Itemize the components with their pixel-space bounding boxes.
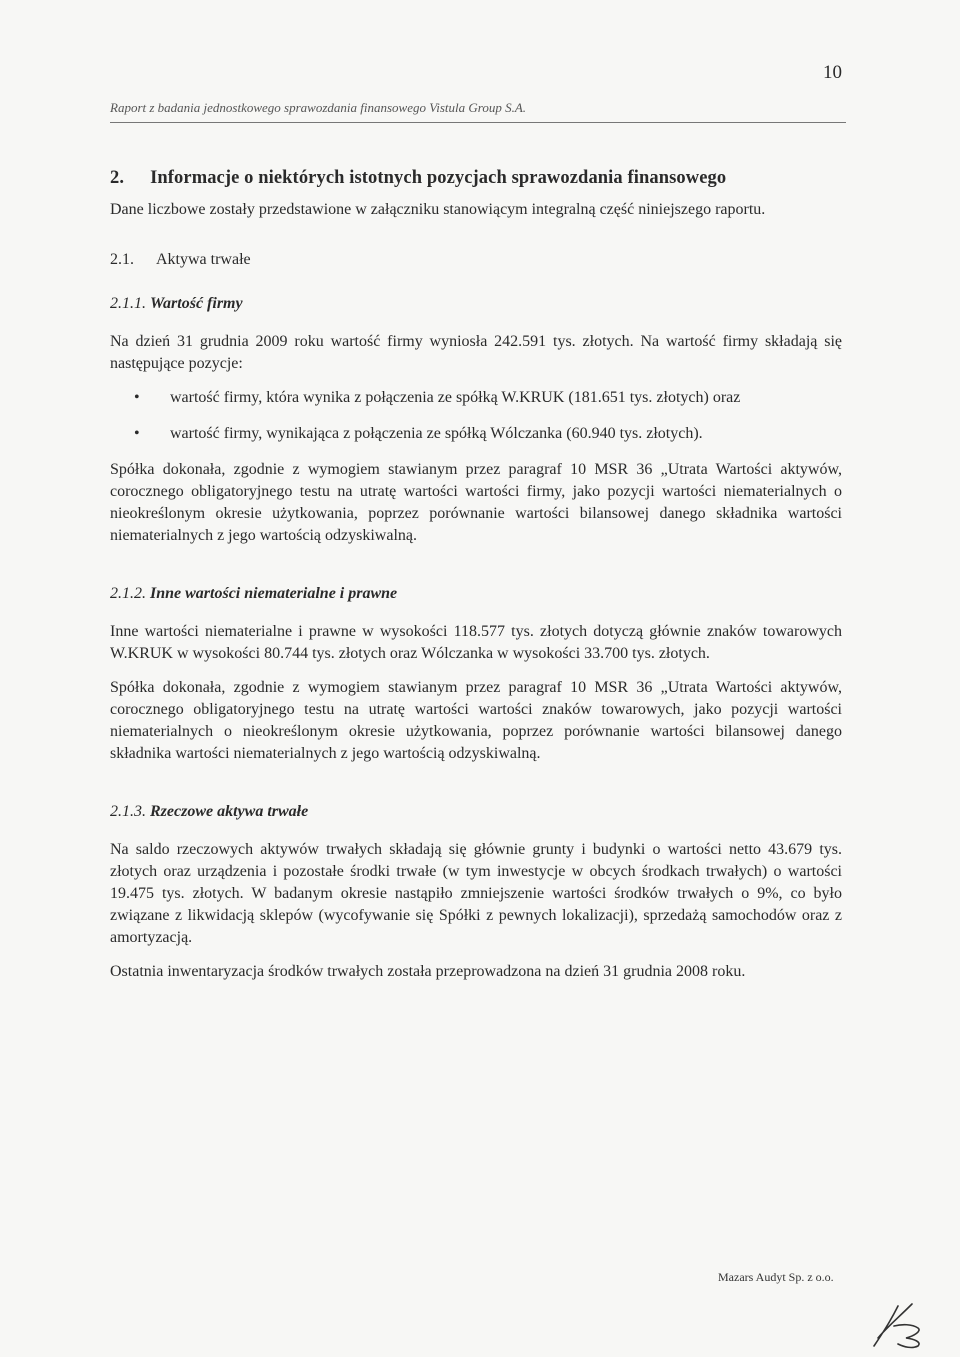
subsection-title-text: Inne wartości niematerialne i prawne bbox=[150, 585, 398, 602]
bullet-icon: • bbox=[134, 425, 140, 442]
section-number: 2. bbox=[110, 168, 125, 188]
running-header: Raport z badania jednostkowego sprawozdania finansowego Vistula Group S.A. bbox=[110, 100, 846, 123]
section-title bbox=[110, 168, 842, 189]
signature-icon bbox=[868, 1298, 928, 1350]
bullet-list bbox=[110, 387, 842, 445]
subsection-number: 2.1. bbox=[110, 251, 134, 268]
subsection-title-text: Wartość firmy bbox=[150, 295, 243, 312]
subsection-title-2-1-3 bbox=[110, 803, 842, 821]
paragraph: Spółka dokonała, zgodnie z wymogiem stawianym przez paragraf 10 MSR 36 „Utrata Wartości aktywów, corocznego obligatoryjnego testu na utratę wartości wartości firmy, jako pozycji wartości niematerialnych o nieokreślonym okresie użytkowania, poprzez porównanie wartości bilansowej danego składnika wartości niematerialnych z jego wartością odzyskiwalną. bbox=[110, 461, 842, 544]
subsection-number: 2.1.1. bbox=[110, 295, 146, 312]
list-item-text: wartość firmy, która wynika z połączenia ze spółką W.KRUK (181.651 tys. złotych) oraz bbox=[170, 389, 741, 406]
subsection-title-2-1 bbox=[110, 251, 842, 269]
paragraph: Na saldo rzeczowych aktywów trwałych składają się głównie grunty i budynki o wartości netto 43.679 tys. złotych oraz urządzenia i pozostałe środki trwałe (w tym inwestycje w obcych środkach trwałych) o wartości 19.475 tys. złotych. W badanym okresie nastąpiło zmniejszenie wartości środków trwałych o 9%, co było związane z likwidacją sklepów (wycofywanie się Spółki z pewnych lokalizacji), sprzedażą samochodów oraz z amortyzacją. bbox=[110, 841, 842, 946]
paragraph: Na dzień 31 grudnia 2009 roku wartość firmy wyniosła 242.591 tys. złotych. Na wartość firmy składają się następujące pozycje: bbox=[110, 333, 842, 372]
subsection-title-2-1-1 bbox=[110, 295, 842, 313]
section-title-text: Informacje o niektórych istotnych pozycjach sprawozdania finansowego bbox=[150, 168, 727, 188]
paragraph: Ostatnia inwentaryzacja środków trwałych została przeprowadzona na dzień 31 grudnia 2008 roku. bbox=[110, 963, 746, 980]
subsection-title-2-1-2 bbox=[110, 585, 842, 603]
subsection-number: 2.1.3. bbox=[110, 803, 146, 820]
list-item bbox=[134, 423, 842, 445]
paragraph: Inne wartości niematerialne i prawne w wysokości 118.577 tys. złotych dotyczą głównie znaków towarowych W.KRUK w wysokości 80.744 tys. złotych oraz Wólczanka w wysokości 33.700 tys. złotych. bbox=[110, 623, 842, 662]
subsection-title-text: Rzeczowe aktywa trwałe bbox=[150, 803, 309, 820]
footer-firm-name: Mazars Audyt Sp. z o.o. bbox=[718, 1270, 834, 1284]
page-number: 10 bbox=[823, 62, 842, 83]
list-item-text: wartość firmy, wynikająca z połączenia ze spółką Wólczanka (60.940 tys. złotych). bbox=[170, 425, 703, 442]
subsection-title-text: Aktywa trwałe bbox=[156, 251, 251, 268]
list-item bbox=[134, 387, 842, 409]
section-intro: Dane liczbowe zostały przedstawione w załączniku stanowiącym integralną część niniejszego raportu. bbox=[110, 201, 766, 218]
bullet-icon: • bbox=[134, 389, 140, 406]
paragraph: Spółka dokonała, zgodnie z wymogiem stawianym przez paragraf 10 MSR 36 „Utrata Wartości aktywów, corocznego obligatoryjnego testu na utratę wartości wartości znaków towarowych, jako pozycji wartości niematerialnych o nieokreślonym okresie użytkowania, poprzez porównanie wartości bilansowej danego składnika wartości niematerialnych z jego wartością odzyskiwalną. bbox=[110, 679, 842, 762]
subsection-number: 2.1.2. bbox=[110, 585, 146, 602]
content bbox=[110, 168, 842, 995]
